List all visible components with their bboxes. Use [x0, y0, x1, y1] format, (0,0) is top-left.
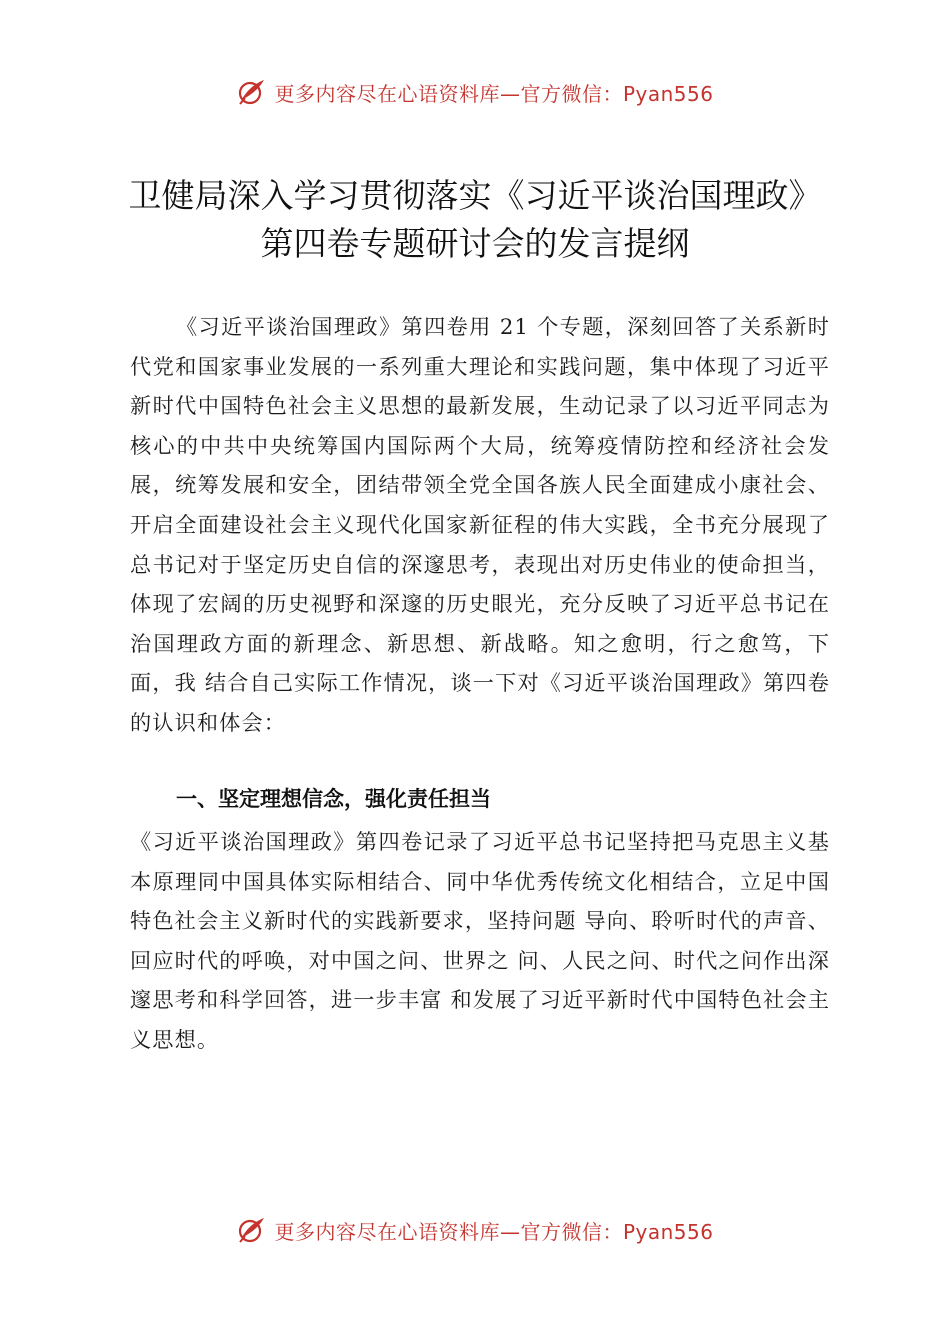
watermark-header: [0, 72, 950, 112]
watermark-text: 更多内容尽在心语资料库—官方微信：Pyan556: [274, 81, 714, 106]
title-line-1: 卫健局深入学习贯彻落实《习近平谈治国理政》: [128, 176, 822, 215]
quill-logo-icon: [236, 77, 266, 107]
watermark-footer: [0, 1210, 950, 1250]
section-paragraph: 《习近平谈治国理政》第四卷记录了习近平总书记坚持把马克思主义基本原理同中国具体实际相结合、同中华优秀传统文化相结合，立足中国特色社会主义新时代的实践新要求，坚持问题 导向、聆听时代的声音、回应时代的呼唤，对中国之问、世界之 问、人民之问、时代之问作出深邃思考和科学回答，进一步丰富 和发展了习近平新时代中国特色社会主义思想。: [130, 829, 830, 1052]
document-title: [0, 172, 950, 268]
section-heading: 一、坚定理想信念，强化责任担当: [176, 787, 491, 811]
watermark-text: 更多内容尽在心语资料库—官方微信：Pyan556: [274, 1219, 714, 1244]
title-line-2: 第四卷专题研讨会的发言提纲: [260, 224, 690, 263]
intro-paragraph: 《习近平谈治国理政》第四卷用 21 个专题，深刻回答了关系新时代党和国家事业发展的一系列重大理论和实践问题，集中体现了习近平新时代中国特色社会主义思想的最新发展，生动记录了以习近平同志为核心的中共中央统筹国内国际两个大局，统筹疫情防控和经济社会发展，统筹发展和安全，团结带领全党全国各族人民全面建成小康社会、开启全面建设社会主义现代化国家新征程的伟大实践，全书充分展现了总书记对于坚定历史自信的深邃思考，表现出对历史伟业的使命担当，体现了宏阔的历史视野和深邃的历史眼光，充分反映了习近平总书记在治国理政方面的新理念、新思想、新战略。知之愈明，行之愈笃，下面，我 结合自己实际工作情况，谈一下对《习近平谈治国理政》第四卷的认识和体会：: [130, 314, 830, 735]
quill-logo-icon: [236, 1215, 266, 1245]
